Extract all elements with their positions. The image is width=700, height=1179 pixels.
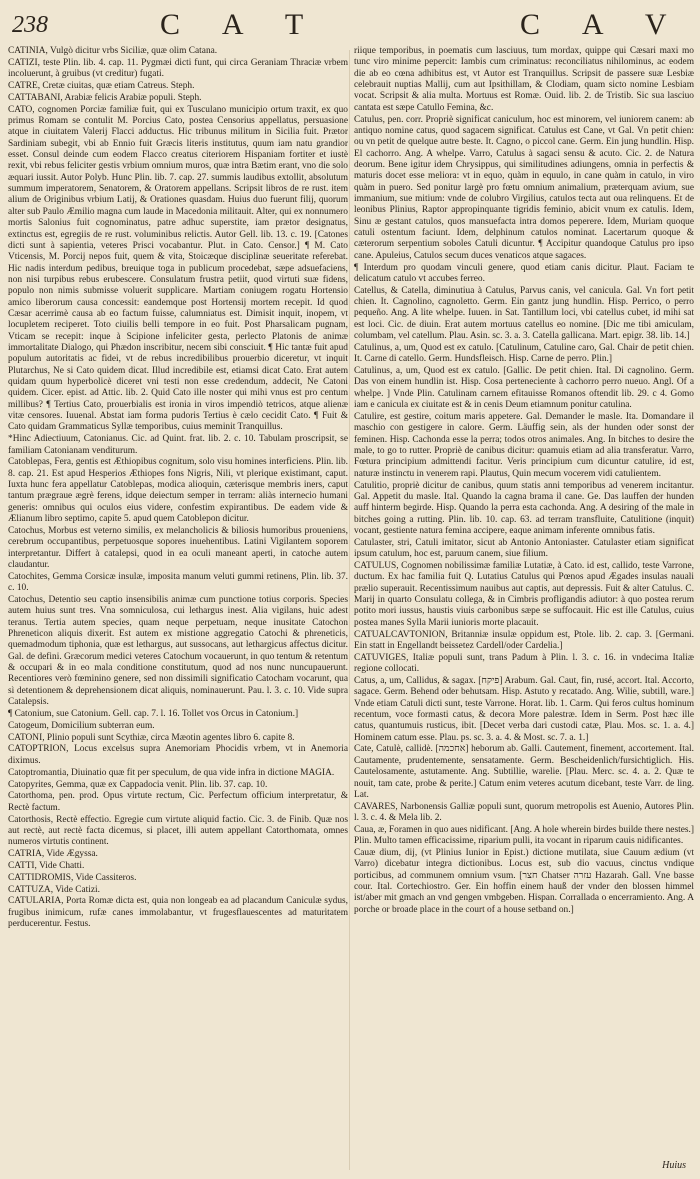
dictionary-entry: Catus, a, um, Callidus, & sagax. [פיקח] Arabum. Gal. Caut, fin, rusé, accort. Ital. Accorto, sagace. Germ. Behend oder behutsam. Hisp. Astuto y recatado. Ang. Wilie, subtill, ware.] Vnde etiam Catuli dicti sunt, teste Varrone. Horat. lib. 1. Carm. Qui feros cultus hominum recentum, voce formasti catus, & decora More palestræ. Idem in Serm. Post hæc ille catus, quantumuis rusticus, ibit. [Decet verba dari custodi catæ, Plau. Mos. sc. 1. a. 4.] Hominem catum esse. Plau. ps. sc. 3. a. 4. & Most. sc. 7. a. 1.]: [354, 675, 694, 743]
dictionary-entry: Catulaster, stri, Catuli imitator, sicut ab Antonio Antoniaster. Catulaster etiam significat ipsum catulum, hoc est, paruum canem, siue filium.: [354, 537, 694, 560]
dictionary-entry: Catorthosis, Rectè effectio. Egregie cum virtute aliquid factio. Cic. 3. de Finib. Quæ nos aut rectè, aut rectè facta dicemus, si placet, illi autem appellant Catorthomata, omnes numeros virtutis continent.: [8, 814, 348, 848]
dictionary-entry: CATTABANI, Arabiæ felicis Arabiæ populi. Steph.: [8, 92, 202, 103]
dictionary-entry: Cate, Catulè, callidè. [אחכמה] heborum ab. Galli. Cautement, finement, accortement. Ital. Cautamente, prudentemente, sensatamente. Germ. Bescheidenlich/fursichtiglich. His. Cautelosamente, astutamente. Ang. Subtillie, warelie. [Plau. Merc. sc. 4. a. 2. Quæ te nouit, tam cate, probe & perite.] Catum enim veteres acutum dicebant, teste Varr. de ling. Lat.: [354, 744, 694, 800]
dictionary-entry: Catulinus, a, um, Quod est ex catulo. [Catulinum, Catuline caro, Gal. Chair de petit chien. It. Carne di catello. Germ. Hundsfleisch. Hisp. Carne de perro. Plin.]: [354, 342, 694, 365]
dictionary-entry: Catochites, Gemma Corsicæ insulæ, imposita manum veluti gummi retinens, Plin. lib. 37. c. 10.: [8, 571, 348, 594]
dictionary-entry: Caua, æ, Foramen in quo aues nidificant. [Ang. A hole wherein birdes builde there nestes.] Plin. Multo tamen efficacissime, riparium pulli, ita vocant in riparum cauis nidificantes.: [354, 824, 694, 847]
column-divider: [349, 50, 350, 1170]
dictionary-entry: CATO, cognomen Porciæ familiæ fuit, qui ex Tusculano municipio ortum traxit, ex quo primus Romam se contulit M. Porcius Cato, postea Censorius appellatus, persuasione atque in ciuitatem Valerij Flacci adductus. Hic tribunus militum in Sicilia fuit. Prætor Sardiniam subegit, vbi ab Ennio fuit Græcis literis institutus, quum iam natu grandior esset. Consul deinde cum eodem Flacco creatus citeriorem Hispaniam fortiter et iustè rexit, vbi rebus feliciter gestis vrbium omnium muros, quæ intra Bætim erant, vno die solo æquari iussit. Autor Polyb. Hunc Plin. lib. 7. cap. 27. summis laudibus extollit, absolutum summum imperatorem, Senatorem, & Oratorem appellans. Scripsit libros de re rust. item alium de Originibus vrbium Latij, & Orationes quasdam. Huius duo fuerunt filij, quorum alter sub Paulo Æmilio magna cum laude in Macedonia militauit. Alter, qui ex nonnumero mortis Salonius fuit cognominatus, patre adhuc superstite, iam prætor designatus, extinctus est, egregiis de re rust. voluminibus relictis. Autor Gell. lib. 13. c. 19. [Catones dicti sunt à sapientia, veteres Prisci vocabantur. Plut. in Cato. Censor.] ¶ M. Cato Vticensis, M. Porcij nepos fuit, quem & vita, Stoicæque disciplinæ seueritate referebat. Hic nadis interdum pedibus, breuique toga in publicum procedebat, sæpe adsuefaciens, non nisi turpibus rebus erubescere. Consulatum frustra petiit, quod virtuti suæ fidens, populo non nimis submisse voluerit supplicare. Martiam coniugem rogatu Hortensio amico liberorum causa concessit: eandemque post Hortensij mortem recepit. Id quod Cæsar acerrimè causa ab eo factum fuisse, calumniatus est. Dimisit inquit, inopem, vt locupletem reciperet. Toto ciuilis belli tempore in eo fuit. Post Pharsalicam pugnam, Vticam se recepit: inque à Scipione infeliciter gesta, perlecto Platonis de animæ immortalitate Dialogo, qui Phædon inscribitur, necem sibi consciuit. ¶ Hic tantæ fuit apud populum autoritatis ac fidei, vt de rebus incredibilibus prouerbio diceretur, vt inquit Plutarchus, Ne si Cato quidem dicat. Illud incredibile est, etiamsi dicat Cato. Erat autem quidam quum hyperbolicè diceret vni testi non esse credendum, addecit, Ne Catoni quidem. Cicer. epist. ad Attic. lib. 2. Quid Cato ille noster qui mihi vnus est pro centum millibus? ¶ Tertius Cato, prouerbialis est ironia in viros impendiò tetricos, atque alienæ vitæ censores. Iuuenal. Abstat iam forma pudoris Tertius è cælo cecidit Cato. ¶ Fuit & Cato quidam Grammaticus Syllæ temporibus, cuius meminit Tranquillus.: [8, 104, 348, 433]
dictionary-entry: Catogeum, Domicilium subterran eum.: [8, 720, 155, 731]
dictionary-entry: Catellus, & Catella, diminutiua à Catulus, Parvus canis, vel canicula. Gal. Vn fort petit chien. It. Cagnolino, cagnoletto. Germ. Ein gantz jung hundlin. Hisp. Perrico, o perro pequeño. Ang. A lite whelpe. Iuuen. in Sat. Tantillum loci, vbi catellus cubet, id mihi sat est loci. Cic. de diuin. Erat autem mortuus catellus eo nomine. [Dic me tibi amiculam, columbam, vel catellum. Plau. Asin. sc. 3. a. 3. Catella gallicana. Mart. epigr. 38. lib. 14.]: [354, 285, 694, 342]
dictionary-entry: CATRIA, Vide Ægyssa.: [8, 849, 98, 860]
catchword: Huius: [662, 1160, 686, 1171]
dictionary-entry: riique temporibus, in poematis cum lasciuus, tum mordax, quippe qui Cæsari maxi mo tunc viro minime pepercit: Iambis cum criminatus: reconciliatus nihilominus, ac eodem die ab eo cœna adhibitus est, vt Autor est Tranquillus. Scripsit de passere suæ Lesbiæ celebrauit nuptias Mallij, cum aut Ipsithillam, & Clodiam, quam sicto nomine Lesbiam vocat. Scripsit & alia multa. Mortuus est Romæ. Ouid. lib. 2. de Tristib. Sic sua lasciuo cantata est sæpe Catullo Femina, &c.: [354, 46, 694, 113]
dictionary-entry: ¶ Catonium, sue Catonium. Gell. cap. 7. l. 16. Tollet vos Orcus in Catonium.]: [8, 708, 299, 719]
dictionary-entry: *Hinc Adiectiuum, Catonianus. Cic. ad Quint. frat. lib. 2. c. 10. Tabulam proscripsit, se familiam Catonianam venditurum.: [8, 434, 348, 456]
right-running-head: C A V: [520, 8, 685, 41]
dictionary-entry: Catochus, Detentio seu captio insensibilis animæ cum punctione totius corporis. Species autem huius sunt tres. Vna somniculosa, cui lethargus inest. Alia vigilans, huic adest teranus. Tertia autem species, quam neque perpetuam, neque inusitate Catochon Phreneticon aliquis dixerit. Est autem ex mistione aggregatio Catochi & phreneticis, quemadmodum tiphonia, quæ est lethargus, aut sussocans, aut lethargicus affectus dicitur. Gal. de defini. Græcorum medici veteres Catochum vocauerunt, in quo tentum & retentum & occupari & in eo mala conditione constitutum, quod ad nos nunc nuncupauerunt. Recentiores verò fœminino genere, sed non dissimili significatio Catocham vocarunt, qua sì detentionem & deprehensionem dicat aliquis, nominauerunt. Pau. l. 3. c. 10. Vide supra Catalepsis.: [8, 595, 348, 708]
dictionary-entry: Cauæ dium, dij, (vt Plinius Iunior in Epist.) dictione mutilata, siue Cauum ædium (vt Varro) dicebatur integra dictionibus. Locus est, sub dio vacuus, cinctus vndique porticibus, ad communem omnium vsum. [חצר Chatser עזרה Hazarah. Gall. Vne basse cour. Ital. Cortechiostro. Ger. Ein hoffin einem hauß der vnder den blossen himmel ist/aber mit gmach an vnd gengen vmbgeben. Hispan. Corrallada o encerramiento. Ang. A porche or broade place in the court of a house setband on.]: [354, 848, 694, 915]
right-column: [354, 46, 694, 1174]
dictionary-entry: CATULUS, Cognomen nobilissimæ familiæ Lutatiæ, à Cato. id est, callido, teste Varrone, ductum. Ex hac familia fuit Q. Lutatius Catulus qui Pœnos apud Ægades insulas nauali prælio superauit. Recentissimum nauibus aut captis, aut depressis. Fuit & alter Catulus. C. Marij in quarto Consulatu collega, & in Cimbris profligandis adiutor: à quo postea rerum potito mori iussus, haustis viuis carbonibus sæpe se suffocauit. Hic est ille Catulus, cuius postea manes Sylla Marii iunioris morte placauit.: [354, 560, 694, 628]
dictionary-entry: CATONI, Plinio populi sunt Scythiæ, circa Mæotin agentes libro 6. capite 8.: [8, 732, 295, 743]
dictionary-entry: Catochus, Morbus est veterno similis, ex melancholicis & biliosis humoribus proueniens, cerebrum occupantibus, perpetuosque sopores inuehentibus. Latini Vigilantem soporem interpretantur. Differt à catalepsi, quod in ea oculi maneant aperti, in catoche autem claudantur.: [8, 525, 348, 570]
dictionary-entry: CATRE, Cretæ ciuitas, quæ etiam Catreus. Steph.: [8, 81, 195, 92]
page-number: 238: [12, 12, 48, 38]
dictionary-entry: CATINIA, Vulgò dicitur vrbs Siciliæ, quæ olim Catana.: [8, 46, 218, 56]
dictionary-entry: Catulinus, a, um, Quod est ex catulo. [Gallic. De petit chien. Ital. Di cagnolino. Germ. Das von einem hundlin ist. Hisp. Cosa perteneciente à cachorro perro nueuo. Angl. Of a whelpe. ] Vnde Plin. Catulinam carnem efitauisse Romanos oftendit lib. 29. c 4. Gomo iam e canicula ex ciuitate est & in cenis Deum etiamnum ponitur catulina.: [354, 366, 694, 411]
dictionary-entry: CATTUZA, Vide Catizi.: [8, 884, 100, 895]
dictionary-entry: CATULARIA, Porta Romæ dicta est, quia non longeab ea ad placandum Caniculæ sydus, frugibus inimicum, rufæ canes immolabantur, vt frugesflauescentes ad maturitatem perducerentur. Festus.: [8, 896, 348, 930]
dictionary-entry: Catulire, est gestire, coitum maris appetere. Gal. Demander le masle. Ita. Domandare il maschio con gestigere in calore. Germ. Läuffig sein, als der hunden oder sonst der feminen. Hisp. Cachonda esse la perra; todos otros animales. Ang. In bitches to desire the male, to go to rutter. Propriè de canibus dicitur: quamuis etiam ad alia transferatur. Varro, Fœtura principium admittendi facitur. Veris principium cum dicuntur catulire, id est, naturæ instinctu in venerem rapi. Plautus, Quin mecum vocerem vidi catulientem.: [354, 412, 694, 479]
left-running-head: C A T: [160, 8, 322, 41]
dictionary-entry: Catopyrites, Gemma, quæ ex Cappadocia venit. Plin. lib. 37. cap. 10.: [8, 779, 268, 790]
dictionary-entry: CATTI, Vide Chatti.: [8, 860, 85, 871]
dictionary-entry: Catoptromantia, Diuinatio quæ fit per speculum, de qua vide infra in dictione MAGIA.: [8, 767, 335, 778]
dictionary-entry: ¶ Interdum pro quodam vinculi genere, quod etiam canis dicitur. Plaut. Faciam te delicatum catulo vt accubes ferreo.: [354, 262, 694, 284]
left-column: [8, 46, 348, 1174]
dictionary-entry: CATIZI, teste Plin. lib. 4. cap. 11. Pygmæi dicti funt, qui circa Geraniam Thraciæ vrbem incoluerunt, à gruibus (vt creditur) fugati.: [8, 57, 348, 80]
page-header: [0, 6, 700, 46]
dictionary-entry: CATTIDROMIS, Vide Cassiteros.: [8, 872, 137, 883]
dictionary-entry: CAVARES, Narbonensis Galliæ populi sunt, quorum metropolis est Auenio, Autores Plin. l. 3. c. 4. & Mela lib. 2.: [354, 801, 694, 824]
dictionary-entry: CATOPTRION, Locus excelsus supra Anemoriam Phocidis vrbem, vt in Anemoria diximus.: [8, 744, 348, 766]
dictionary-entry: CATUALCAVTONION, Britanniæ insulæ oppidum est, Ptole. lib. 2. cap. 3. [Germani. Ein statt in Engellandt beissetez Cardell/oder Cardelia.]: [354, 629, 694, 651]
dictionary-entry: Catulitio, propriè dicitur de canibus, quum statis anni temporibus ad venerem incitantur. Gal. Appetit du masle. Ital. Quando la cagna brama il cane. Ge. Das lauffen der hunden auff hinterm begirde. Hisp. Quando la perra esta cachonda. Ang. A desiring of the male in bitches going a rutting. Plin. lib. 10. cap. 63. ad terram transfluite, Catulitione (inquit) vocant, gestiente natura femina accipere, eaque animam inferente omnibus fatis.: [354, 480, 694, 536]
dictionary-entry: Catoblepas, Fera, gentis est Æthiopibus cognitum, solo visu homines interficiens. Plin. lib. 8. cap. 21. Est apud Hesperios Æthiopes fons Nigris, Nili, vt plerique existimant, caput. Iuxta hunc fera appellatur Catoblepas, modica alioquin, cæterisque membris iners, caput tantum prægraue ægrè ferens, idque deiectum semper in terram: aliàs internecio humani generis: omnibus qui oculos eius videre, confestim expirantibus. De eadem vide & Ælianum libro septimo, capite 5. apud quem Catoblepon dicitur.: [8, 457, 348, 525]
dictionary-entry: Catulus, pen. corr. Propriè significat caniculum, hoc est minorem, vel iuniorem canem: ab antiquo nomine catus, quod sagacem significat. Catulus est Cane, vt Gal. Vn petit chien: ou vn petit de quelque autre beste. It. Cagno, o piccol cane. Germ. Ein jung hundlin. Hisp. El cachorro. Ang. A whelpe. Varro, Catulus à sagaci sensu & acuto. Cic. 2. de Natura deorum. Bene igitur idem Chrysippus, qui similitudines adiungens, omnia in perfectis & maturis docet esse meliora: vt in equo, quàm in equulo, in cane quàm in catulo, in viro quàm in puero. Sed ponitur largè pro fœtu omnium animalium, præterquam avium, sue immanium, sue mitium: vnde de colubro Virgilius, catulos tecta aut oua relinquens. Et de leonibus Plinius, Raptor appropinquante tigridis feminio, abicit vnum ex catulis. Idem, Sinu æ gestant catulos, quos mansuefacta intra domos peperere. Idem, Muriam quoque catuli ostentum faciunt. Idem, delphinum catulos nominat. Lacertarum quoque & cæterorum serpentium soboles Catuli dicuntur. ¶ Accipitur quandoque Catulus pro ipso cane. Apuleius, Catulos secum duces venaticos atque sagaces.: [354, 114, 694, 261]
dictionary-entry: CATUVIGES, Italiæ populi sunt, trans Padum à Plin. l. 3. c. 16. in vndecima Italiæ regione collocati.: [354, 652, 694, 675]
dictionary-entry: Catorthoma, pen. prod. Opus virtute rectum, Cic. Perfectum officium interpretatur, & Rectè factum.: [8, 791, 348, 813]
